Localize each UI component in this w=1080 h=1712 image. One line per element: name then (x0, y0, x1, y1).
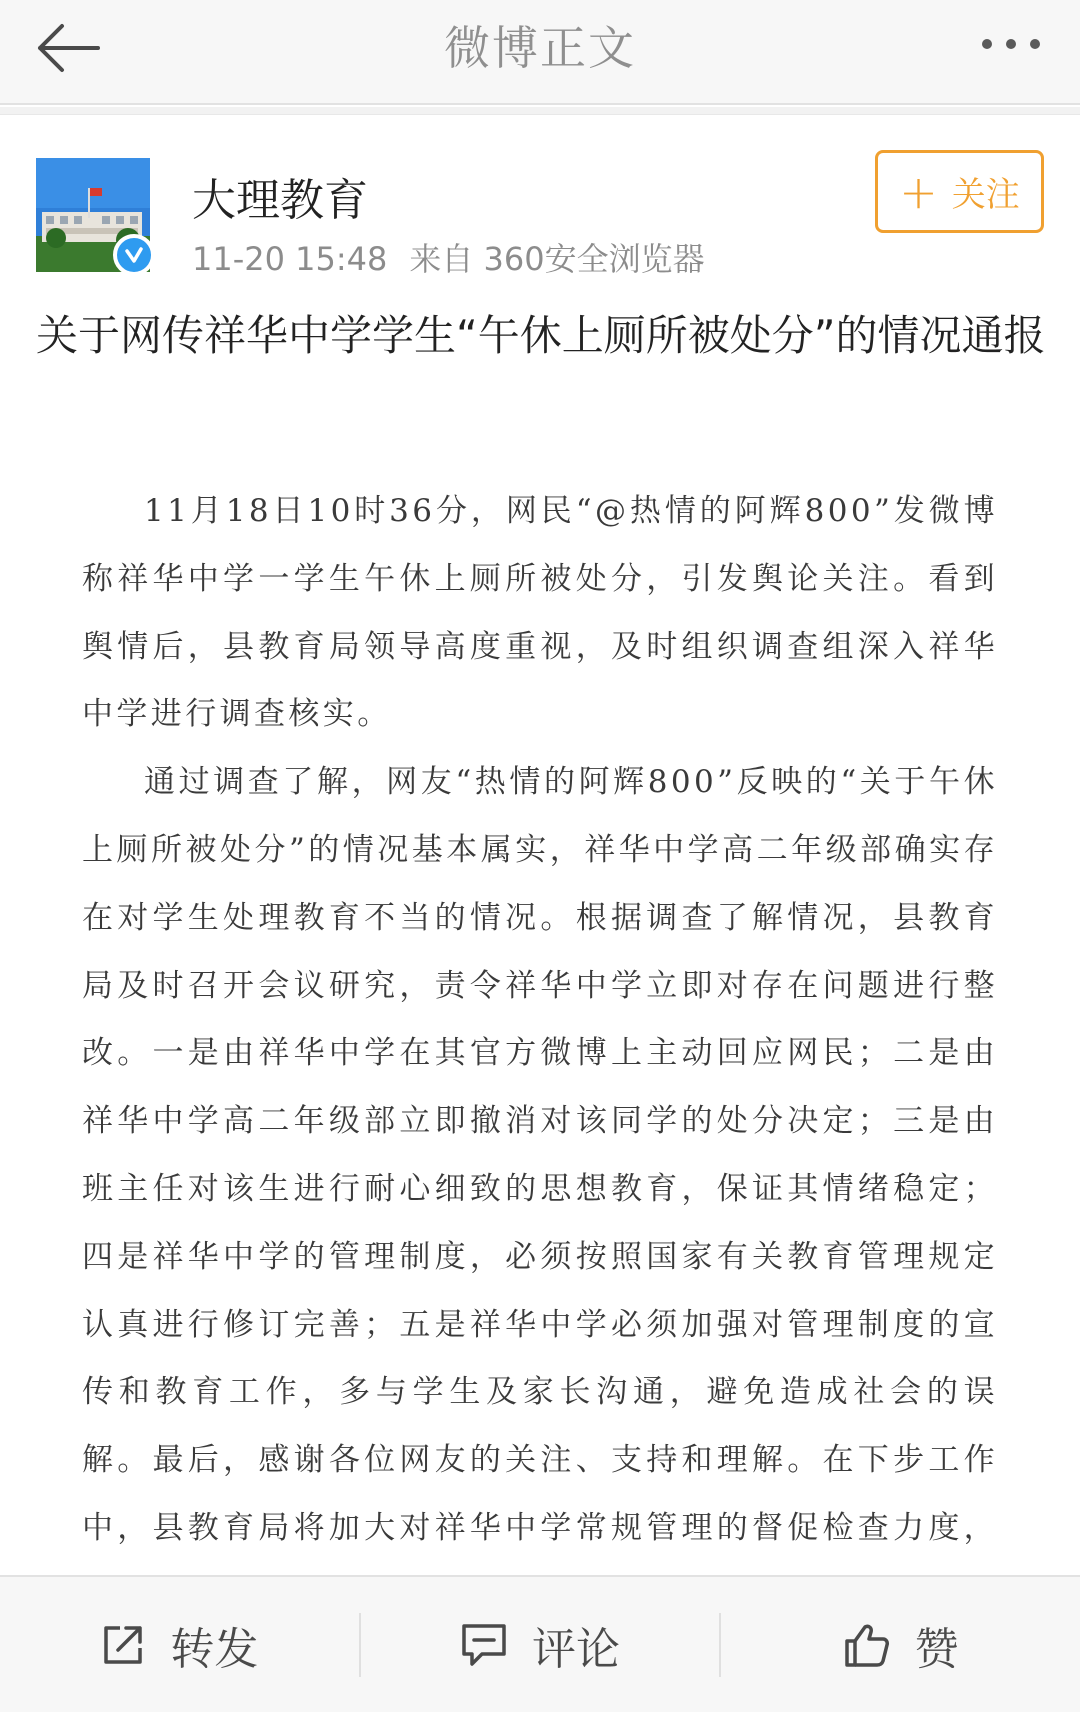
verified-badge (113, 234, 155, 276)
repost-label: 转发 (170, 1623, 259, 1675)
follow-label: 关注 (951, 175, 1020, 215)
doc-paragraph: 11月18日10时36分，网民“@热情的阿辉800”发微博称祥华中学一学生午休上厕所被处分，引发舆论关注。看到舆情后，县教育局领导高度重视，及时组织调查组深入祥华中学进行调查核实。 (82, 493, 998, 733)
verified-check-icon (123, 244, 145, 266)
comment-label: 评论 (532, 1623, 620, 1675)
post-meta (192, 234, 727, 280)
more-dot (1030, 39, 1040, 49)
more-button[interactable] (966, 14, 1056, 74)
repost-icon (100, 1622, 146, 1668)
post-source: 来自 360安全浏览器 (409, 240, 705, 278)
document-text (82, 478, 998, 1631)
bottom-action-bar (0, 1575, 1080, 1712)
repost-button[interactable] (0, 1577, 359, 1712)
comment-button[interactable] (361, 1577, 720, 1712)
post-title: 关于网传祥华中学学生“午休上厕所被处分”的情况通报 (36, 311, 1046, 360)
thumbs-up-icon (843, 1621, 891, 1669)
follow-button[interactable] (875, 150, 1044, 233)
comment-icon (460, 1622, 508, 1668)
page-title: 微博正文 (444, 21, 636, 75)
attached-document-image[interactable] (0, 450, 1080, 1575)
author-name[interactable]: 大理教育 (192, 175, 368, 226)
more-dot (1006, 39, 1016, 49)
like-label: 赞 (914, 1623, 959, 1675)
plus-icon: + (899, 164, 938, 219)
more-dots-icon (982, 39, 992, 49)
doc-paragraph: 通过调查了解，网友“热情的阿辉800”反映的“关于午休上厕所被处分”的情况基本属实，祥华中学高二年级部确实存在对学生处理教育不当的情况。根据调查了解情况，县教育局及时召开会议研究，责令祥华中学立即对存在问题进行整改。一是由祥华中学在其官方微博上主动回应网民；二是由祥华中学高二年级部立即撤消对该同学的处分决定；三是由班主任对该生进行耐心细致的思想教育，保证其情绪稳定；四是祥华中学的管理制度，必须按照国家有关教育管理规定认真进行修订完善；五是祥华中学必须加强对管理制度的宣传和教育工作，多与学生及家长沟通，避免造成社会的误解。最后，感谢各位网友的关注、支持和理解。在下步工作中，县教育局将加大对祥华中学常规管理的督促检查力度， (82, 764, 998, 1546)
post-time: 11-20 15:48 (192, 240, 388, 278)
like-button[interactable] (721, 1577, 1080, 1712)
top-nav-bar (0, 0, 1080, 105)
header-separator (0, 107, 1080, 115)
